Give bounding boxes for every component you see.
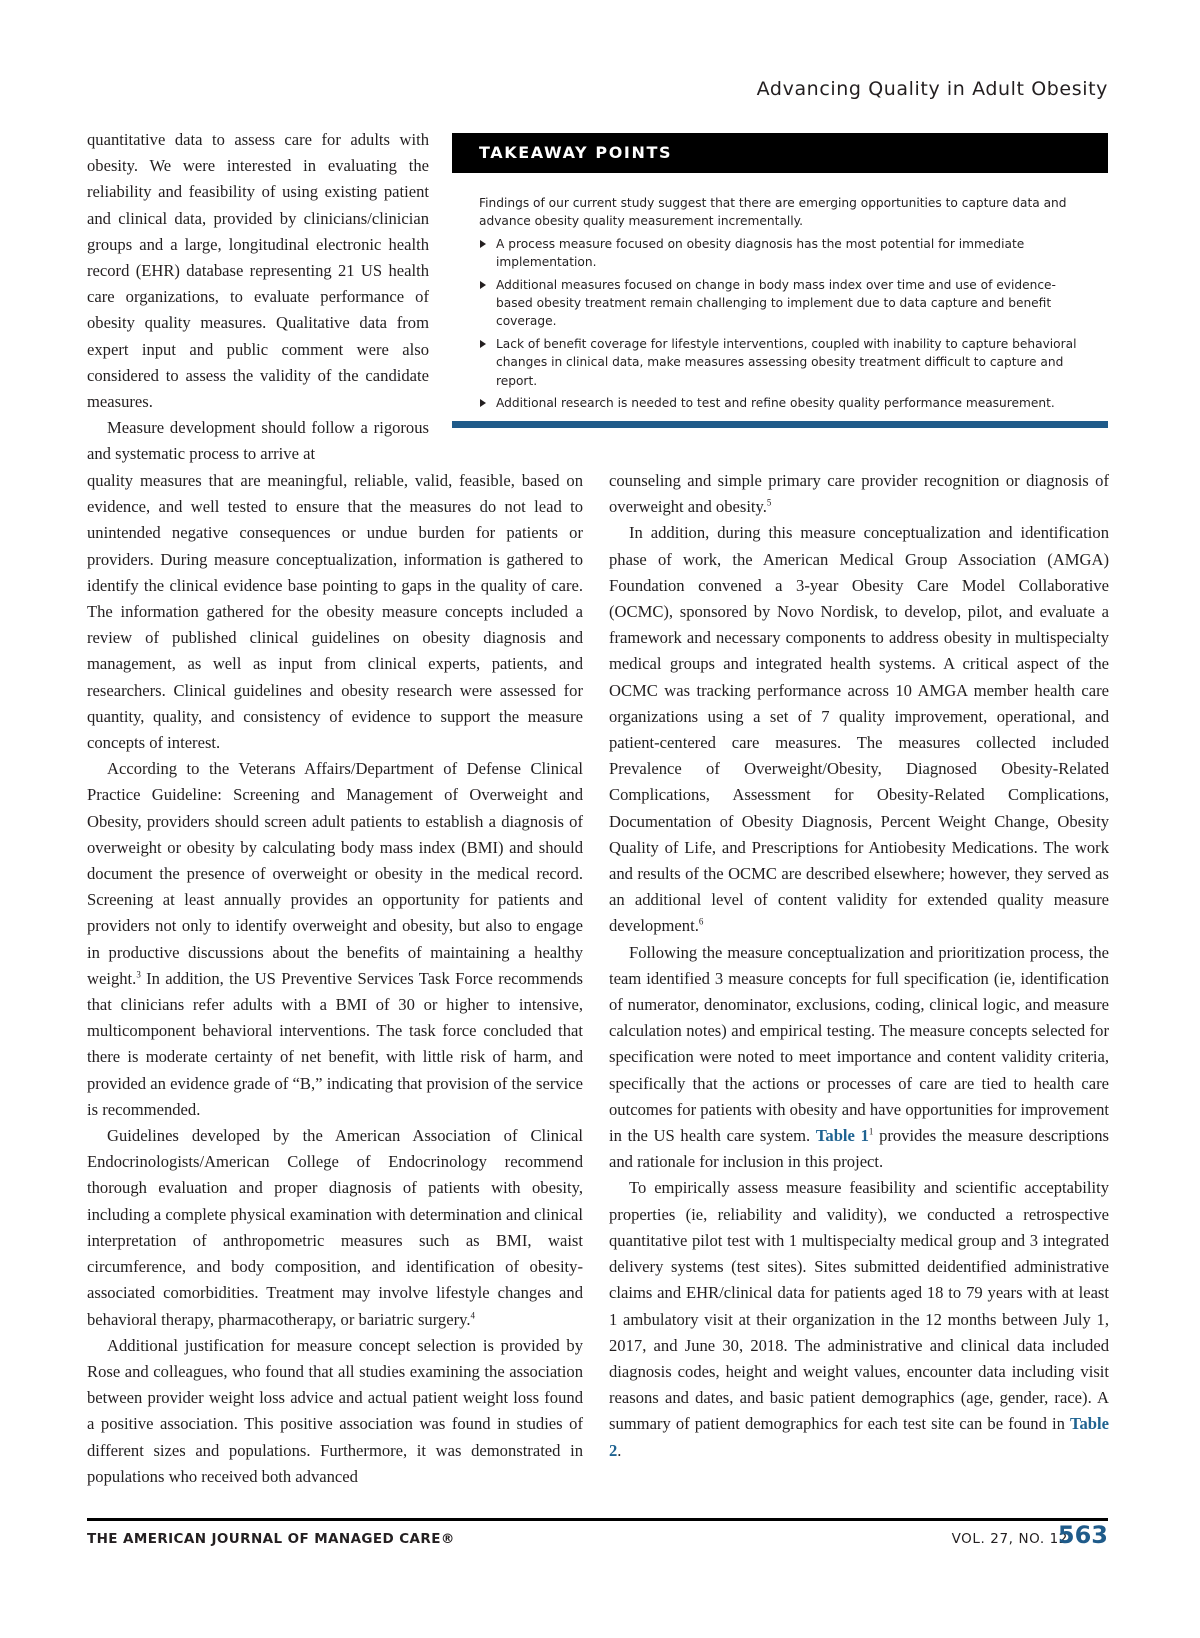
reference-superscript: 3	[136, 969, 141, 980]
list-item	[479, 394, 1084, 412]
paragraph	[609, 468, 1109, 520]
triangle-bullet-icon	[480, 399, 486, 407]
list-item	[479, 335, 1084, 390]
paragraph-text: According to the Veterans Affairs/Department of Defense Clinical Practice Guideline: Screening and Management of Overweight and Obesity, providers should screen adult patients to establish a diagnosis of overweight or obesity by calculating body mass index (BMI) and should document the presence of overweight or obesity in the medical record. Screening at least annually provides an opportunity for patients and providers not only to identify overweight and obesity, but also to engage in productive discussions about the benefits of maintaining a healthy weight.	[87, 759, 583, 988]
journal-name: THE AMERICAN JOURNAL OF MANAGED CARE®	[87, 1531, 455, 1547]
takeaway-point: Lack of benefit coverage for lifestyle interventions, coupled with inability to capture behavioral changes in clinical data, make measures assessing obesity treatment difficult to capture and report.	[496, 336, 1077, 388]
takeaway-divider	[452, 421, 1108, 428]
table-2-link[interactable]: Table 2	[609, 1414, 1109, 1460]
paragraph	[609, 520, 1109, 939]
paragraph: quality measures that are meaningful, reliable, valid, feasible, based on evidence, and well tested to ensure that the measures do not lead to unintended negative consequences or undue burden for patients or providers. During measure conceptualization, information is gathered to identify the clinical evidence base pointing to gaps in the quality of care. The information gathered for the obesity measure concepts included a review of published clinical guidelines on obesity diagnosis and management, as well as input from clinical experts, patients, and researchers. Clinical guidelines and obesity research were assessed for quantity, quality, and consistency of evidence to support the measure concepts of interest.	[87, 471, 583, 753]
reference-superscript: 5	[766, 497, 772, 508]
page-number: 563	[1057, 1521, 1108, 1549]
footer-divider	[87, 1518, 1108, 1521]
list-item	[479, 276, 1084, 331]
table-1-link[interactable]: Table 1	[815, 1126, 869, 1146]
takeaway-point: Additional measures focused on change in body mass index over time and use of evidence-based obesity treatment remain challenging to implement due to data capture and benefit coverage.	[496, 277, 1056, 329]
reference-superscript: 1	[868, 1126, 874, 1137]
reference-superscript: 4	[470, 1309, 475, 1320]
triangle-bullet-icon	[480, 340, 486, 348]
paragraph-text: In addition, during this measure conceptualization and identification phase of work, the American Medical Group Association (AMGA) Foundation convened a 3-year Obesity Care Model Collaborative (OCMC), sponsored by Novo Nordisk, to develop, pilot, and evaluate a framework and necessary components to address obesity in multispecialty medical groups and integrated health systems. A critical aspect of the OCMC was tracking performance across 10 AMGA member health care organizations using a set of 7 quality improvement, operational, and patient-centered care measures. The measures collected included Prevalence of Overweight/Obesity, Diagnosed Obesity-Related Complications, Assessment for Obesity-Related Complications, Documentation of Obesity Diagnosis, Percent Weight Change, Obesity Quality of Life, and Prescriptions for Antiobesity Medications. The work and results of the OCMC are described elsewhere; however, they served as an additional level of content validity for extended quality measure development.	[609, 523, 1109, 936]
takeaway-list	[479, 235, 1084, 413]
right-column	[609, 468, 1109, 1464]
left-column-top	[87, 127, 429, 468]
reference-superscript: 6	[698, 916, 704, 927]
paragraph-text: To empirically assess measure feasibility and scientific acceptability properties (ie, reliability and validity), we conducted a retrospective quantitative pilot test with 1 multispecialty medical group and 3 integrated delivery systems (test sites). Sites submitted deidentified administrative claims and EHR/clinical data for patients aged 18 to 79 years with at least 1 ambulatory visit at their organization in the 12 months between July 1, 2017, and June 30, 2018. The administrative and clinical data included diagnosis codes, height and weight values, encounter data including visit reasons and dates, and basic patient demographics (age, gender, race). A summary of patient demographics for each test site can be found in	[609, 1178, 1109, 1434]
takeaway-body	[452, 173, 1108, 412]
paragraph	[609, 940, 1109, 1176]
paragraph-text: Guidelines developed by the American Association of Clinical Endocrinologists/American College of Endocrinology recommend thorough evaluation and proper diagnosis of patients with obesity, including a complete physical examination with determination and clinical interpretation of anthropometric measures such as BMI, waist circumference, and body composition, and identification of obesity-associated comorbidities. Treatment may involve lifestyle changes and behavioral therapy, pharmacotherapy, or bariatric surgery.	[87, 1126, 583, 1329]
running-title: Advancing Quality in Adult Obesity	[756, 78, 1108, 100]
list-item	[479, 235, 1084, 272]
paragraph-text: .	[617, 1440, 622, 1460]
paragraph-text: In addition, the US Preventive Services Task Force recommends that clinicians refer adults with a BMI of 30 or higher to intensive, multicomponent behavioral interventions. The task force concluded that there is moderate certainty of net benefit, with little risk of harm, and provided an evidence grade of “B,” indicating that provision of the service is recommended.	[87, 968, 583, 1119]
paragraph: Measure development should follow a rigorous and systematic process to arrive at	[87, 418, 429, 464]
paragraph-text: Following the measure conceptualization and prioritization process, the team identified 3 measure concepts for full specification (ie, identification of numerator, denominator, exclusions, coding, clinical logic, and measure calculation notes) and empirical testing. The measure concepts selected for specification were noted to meet importance and content validity criteria, specifically that the actions or processes of care are tied to health care outcomes for patients with obesity and have opportunities for improvement in the US health care system.	[609, 942, 1110, 1146]
paragraph-text: counseling and simple primary care provider recognition or diagnosis of overweight and obesity.	[609, 471, 1109, 517]
takeaway-point: Additional research is needed to test and refine obesity quality performance measurement.	[496, 396, 1055, 411]
paragraph	[609, 1175, 1109, 1463]
takeaway-point: A process measure focused on obesity diagnosis has the most potential for immediate implementation.	[496, 236, 1025, 270]
triangle-bullet-icon	[480, 240, 486, 248]
takeaway-intro: Findings of our current study suggest that there are emerging opportunities to capture data and advance obesity quality measurement incrementally.	[479, 196, 1067, 229]
paragraph	[87, 1123, 583, 1333]
issue-number: VOL. 27, NO. 12	[951, 1531, 1068, 1547]
takeaway-title: TAKEAWAY POINTS	[452, 133, 1108, 173]
triangle-bullet-icon	[480, 281, 486, 289]
left-column	[87, 468, 583, 1490]
paragraph-text: provides the measure descriptions and rationale for inclusion in this project.	[609, 1126, 1109, 1172]
paragraph: Additional justification for measure concept selection is provided by Rose and colleagues, who found that all studies examining the association between provider weight loss advice and actual patient weight loss found a positive association. This positive association was found in studies of different sizes and populations. Furthermore, it was demonstrated in populations who received both advanced	[87, 1335, 583, 1486]
paragraph	[87, 756, 583, 1123]
takeaway-box	[452, 133, 1108, 416]
paragraph: quantitative data to assess care for adults with obesity. We were interested in evaluating the reliability and feasibility of using existing patient and clinical data, provided by clinicians/clinician groups and a large, longitudinal electronic health record (EHR) database representing 21 US health care organizations, to evaluate performance of obesity quality measures. Qualitative data from expert input and public comment were also considered to assess the validity of the candidate measures.	[87, 130, 429, 412]
